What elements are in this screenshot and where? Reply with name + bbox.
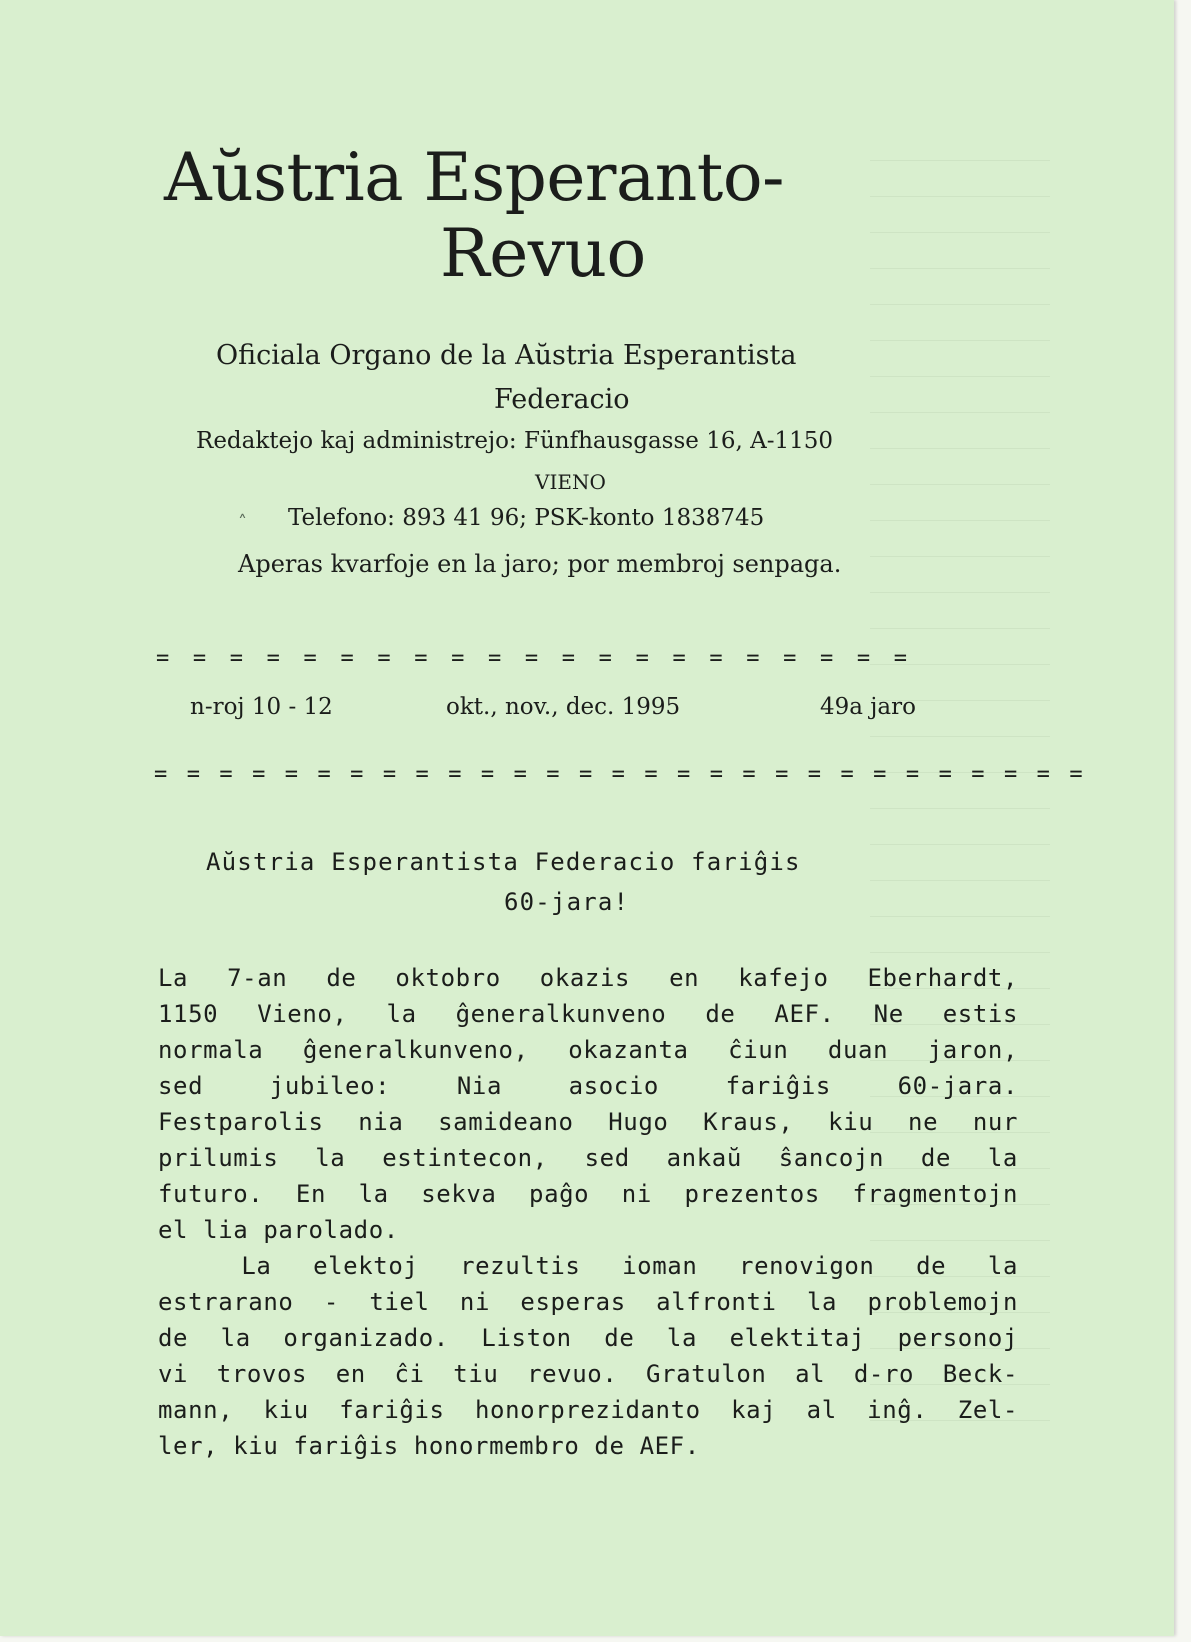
issue-dates: okt., nov., dec. 1995: [446, 694, 681, 720]
subtitle-line-2: Federacio: [494, 384, 630, 415]
masthead-title: [150, 140, 990, 292]
article-line: La elektoj rezultis ioman renovigon de la: [158, 1252, 1018, 1280]
article-line: mann, kiu fariĝis honorprezidanto kaj al inĝ. Zel-: [158, 1396, 1018, 1424]
article-line: normala ĝeneralkunveno, okazanta ĉiun duan jaron,: [158, 1036, 1018, 1064]
stray-mark-icon: ˄: [238, 512, 247, 533]
subtitle-line-1: Oficiala Organo de la Aŭstria Esperantista: [216, 340, 797, 371]
article-line: el lia parolado.: [158, 1216, 399, 1244]
phone-and-account: Telefono: 893 41 96; PSK-konto 1838745: [288, 505, 765, 531]
article-line: La 7-an de oktobro okazis en kafejo Eberhardt,: [158, 964, 1018, 992]
article-line: Festparolis nia samideano Hugo Kraus, kiu ne nur: [158, 1108, 1018, 1136]
article-line: prilumis la estintecon, sed ankaŭ ŝancojn de la: [158, 1144, 1018, 1172]
title-line-1: Aŭstria Esperanto-: [164, 139, 784, 216]
divider-rule-bottom: = = = = = = = = = = = = = = = = = = = = = = = = = = = = =: [154, 762, 1086, 787]
article-line: vi trovos en ĉi tiu revuo. Gratulon al d-ro Beck-: [158, 1360, 1018, 1388]
divider-rule-top: = = = = = = = = = = = = = = = = = = = = =: [156, 646, 913, 671]
issue-number: n-roj 10 - 12: [190, 694, 333, 720]
article-headline-line-2: 60-jara!: [504, 888, 630, 916]
article-body: [158, 960, 1018, 1464]
article-headline-line-1: Aŭstria Esperantista Federacio fariĝis: [206, 848, 801, 876]
city-name: VIENO: [535, 470, 606, 494]
article-line: de la organizado. Liston de la elektitaj personoj: [158, 1324, 1018, 1352]
publication-frequency: Aperas kvarfoje en la jaro; por membroj senpaga.: [238, 550, 842, 578]
article-line: 1150 Vieno, la ĝeneralkunveno de AEF. Ne estis: [158, 1000, 1018, 1028]
article-line: ler, kiu fariĝis honormembro de AEF.: [158, 1432, 700, 1460]
article-line: estrarano - tiel ni esperas alfronti la problemojn: [158, 1288, 1018, 1316]
editorial-address: Redaktejo kaj administrejo: Fünfhausgasse 16, A-1150: [196, 428, 834, 454]
article-line: futuro. En la sekva paĝo ni prezentos fragmentojn: [158, 1180, 1018, 1208]
title-line-2: Revuo: [440, 215, 646, 292]
issue-year: 49a jaro: [820, 694, 916, 720]
article-line: sed jubileo: Nia asocio fariĝis 60-jara.: [158, 1072, 1018, 1100]
